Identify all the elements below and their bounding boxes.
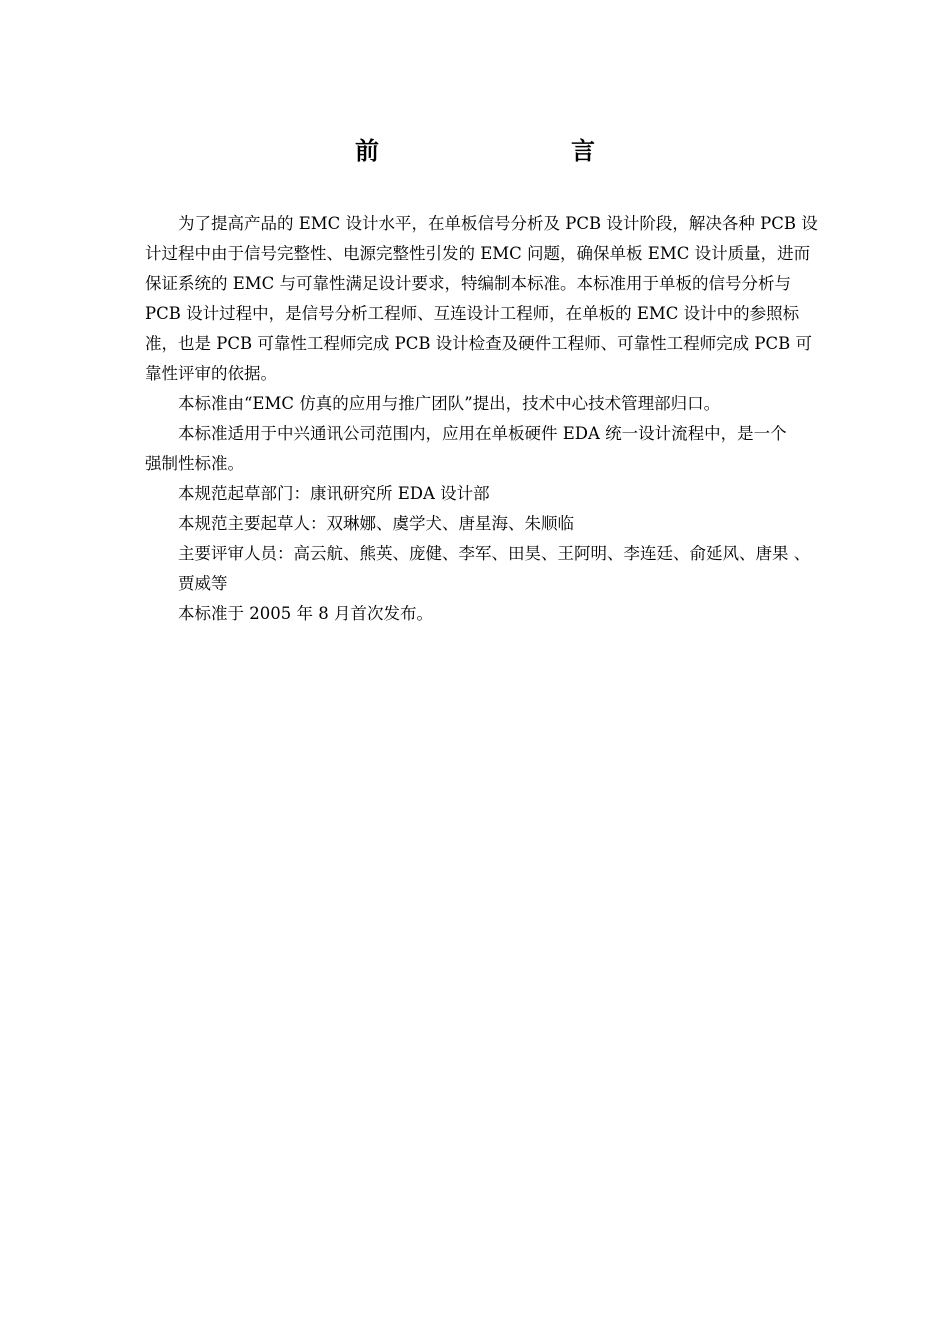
paragraph-proposer <box>145 389 825 419</box>
text-line: 靠性评审的依据。 <box>145 364 277 383</box>
text-line: 强制性标准。 <box>145 454 244 473</box>
paragraph-reviewers <box>145 539 825 599</box>
paragraph-scope <box>145 419 825 479</box>
document-body <box>145 209 825 629</box>
text-line: 本标准由“EMC 仿真的应用与推广团队”提出，技术中心技术管理部归口。 <box>178 394 721 413</box>
text-line: 为了提高产品的 EMC 设计水平，在单板信号分析及 PCB 设计阶段，解决各种 PCB 设 <box>178 214 818 233</box>
text-line: 计过程中由于信号完整性、电源完整性引发的 EMC 问题，确保单板 EMC 设计质量，进而 <box>145 244 811 263</box>
paragraph-drafters <box>145 509 825 539</box>
text-line: 本规范主要起草人：双琳娜、虞学犬、唐星海、朱顺临 <box>178 514 574 533</box>
text-line: 主要评审人员：高云航、熊英、庞健、李军、田昊、王阿明、李连廷、俞延风、唐果 、 <box>178 544 811 563</box>
text-line: 本规范起草部门：康讯研究所 EDA 设计部 <box>178 484 490 503</box>
text-line: PCB 设计过程中，是信号分析工程师、互连设计工程师，在单板的 EMC 设计中的参照标 <box>145 304 800 323</box>
text-line: 本标准适用于中兴通讯公司范围内，应用在单板硬件 EDA 统一设计流程中，是一个 <box>178 424 787 443</box>
text-line: 贾威等 <box>178 574 228 593</box>
text-line: 本标准于 2005 年 8 月首次发布。 <box>178 604 433 623</box>
paragraph-purpose <box>145 209 825 389</box>
text-line: 保证系统的 EMC 与可靠性满足设计要求，特编制本标准。本标准用于单板的信号分析与 <box>145 274 792 293</box>
paragraph-release <box>145 599 825 629</box>
page-title: 前 言 <box>355 136 643 165</box>
paragraph-drafting-department <box>145 479 825 509</box>
text-line: 准，也是 PCB 可靠性工程师完成 PCB 设计检查及硬件工程师、可靠性工程师完成 PCB 可 <box>145 334 813 353</box>
